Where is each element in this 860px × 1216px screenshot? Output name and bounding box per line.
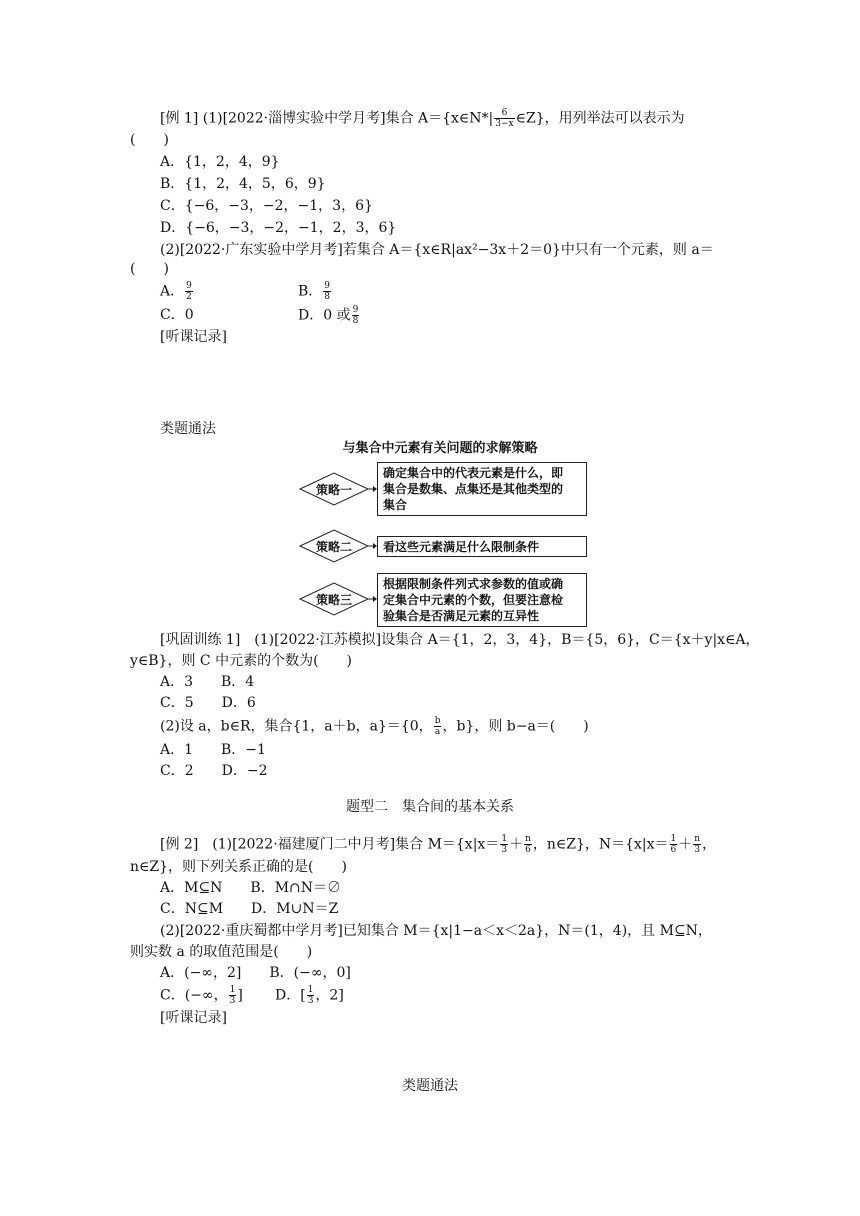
strategy-name: 策略一	[315, 483, 352, 497]
example1-q1-paren: ( )	[130, 132, 169, 148]
option: D．{−6，−3，−2，−1，2，3，6}	[160, 220, 397, 236]
fraction: $\frac{9}{8}$	[352, 305, 359, 326]
option-row: C．2 D．−2	[160, 763, 268, 779]
notes-label: [听课记录]	[160, 329, 227, 345]
fraction: $\frac{1}{3}$	[229, 985, 236, 1006]
fraction: $\frac{n}{3}$	[694, 834, 701, 855]
method-label: 类题通法	[160, 421, 216, 437]
section-title: 题型二 集合间的基本关系	[346, 799, 514, 815]
example1-head: [例 1]	[160, 110, 199, 127]
example1-q2-options-cd: C．0 D．0 或 $\frac{9}{8}$	[160, 305, 359, 326]
training1-q2: (2)设 a，b∈R，集合{1，a＋b，a}＝{0， $\frac{b}{a}$ ，b}，则 b−a＝( )	[160, 716, 589, 737]
strategy-name: 策略二	[315, 540, 352, 554]
training1-line1: [巩固训练 1] (1)[2022·江苏模拟]设集合 A＝{1，2，3，4}，B＝{5，6}，C＝{x＋y|x∈A，	[160, 632, 760, 648]
example1-q2-options-ab: A． $\frac{9}{2}$ B． $\frac{9}{8}$	[160, 281, 331, 302]
notes-label: [听课记录]	[160, 1010, 227, 1026]
option: B．{1，2，4，5，6，9}	[160, 176, 326, 192]
fraction: $\frac{1}{6}$	[670, 834, 677, 855]
fraction: $\frac{1}{3}$	[501, 834, 508, 855]
method-label: 类题通法	[402, 1078, 458, 1094]
option-row: A．M⊆N B．M∩N＝∅	[160, 880, 342, 896]
fraction: $\frac{1}{3}$	[307, 985, 314, 1006]
example2-q2-line1: (2)[2022·重庆蜀都中学月考]已知集合 M＝{x|1−a＜x＜2a}，N＝(1，4)，且 M⊆N，	[160, 923, 712, 939]
fraction: $\frac{n}{6}$	[525, 834, 531, 855]
example1-q1-prefix: (1)[2022·淄博实验中学月考]集合 A＝{x∈N*|	[202, 110, 494, 127]
training1-line2: y∈B}，则 C 中元素的个数为( )	[130, 653, 353, 669]
strategy-diagram-title: 与集合中元素有关问题的求解策略	[342, 441, 538, 456]
option-row: C．N⊆M D．M∪N＝Z	[160, 901, 339, 917]
example1-q2-line: (2)[2022·广东实验中学月考]若集合 A＝{x∈R|ax²−3x＋2＝0}中只有一个元素，则 a＝	[160, 242, 714, 258]
example2-line1: [例 2] (1)[2022·福建厦门二中月考]集合 M＝{x|x＝ $\frac{1}{3}$ ＋ $\frac{n}{6}$ ，n∈Z}，N＝{x|x＝ $\frac{1}{6}$ ＋ $\frac{n}{3}$ ，	[160, 834, 717, 855]
strategy-name: 策略三	[315, 593, 352, 607]
option-row: A．3 B．4	[160, 674, 255, 690]
option-row: C．5 D．6	[160, 695, 256, 711]
strategy-box: 看这些元素满足什么限制条件	[377, 536, 587, 557]
example2-q2-options-cd: C．(−∞， $\frac{1}{3}$ ] D．[ $\frac{1}{3}$ ，2]	[160, 985, 344, 1006]
option-row: A．(−∞，2] B．(−∞，0]	[160, 965, 351, 981]
example1-q1-suffix: ∈Z}，用列举法可以表示为	[515, 110, 685, 127]
example2-q2-line2: 则实数 a 的取值范围是( )	[130, 944, 313, 960]
fraction: $\frac{6}{3-x}$	[495, 108, 514, 129]
strategy-box: 根据限制条件列式求参数的值或确 定集合中元素的个数，但要注意检 验集合是否满足元素的互异性	[377, 573, 587, 627]
fraction: $\frac{9}{8}$	[324, 281, 331, 302]
example1-q2-paren: ( )	[130, 261, 169, 277]
option-row: A．1 B．−1	[160, 742, 266, 758]
fraction: $\frac{9}{2}$	[186, 281, 192, 302]
option: C．{−6，−3，−2，−1，3，6}	[160, 198, 373, 214]
strategy-box: 确定集合中的代表元素是什么，即 集合是数集、点集还是其他类型的 集合	[377, 462, 587, 516]
example2-line2: n∈Z}，则下列关系正确的是( )	[130, 859, 347, 875]
fraction: $\frac{b}{a}$	[434, 716, 441, 737]
option: A．{1，2，4，9}	[160, 154, 280, 170]
